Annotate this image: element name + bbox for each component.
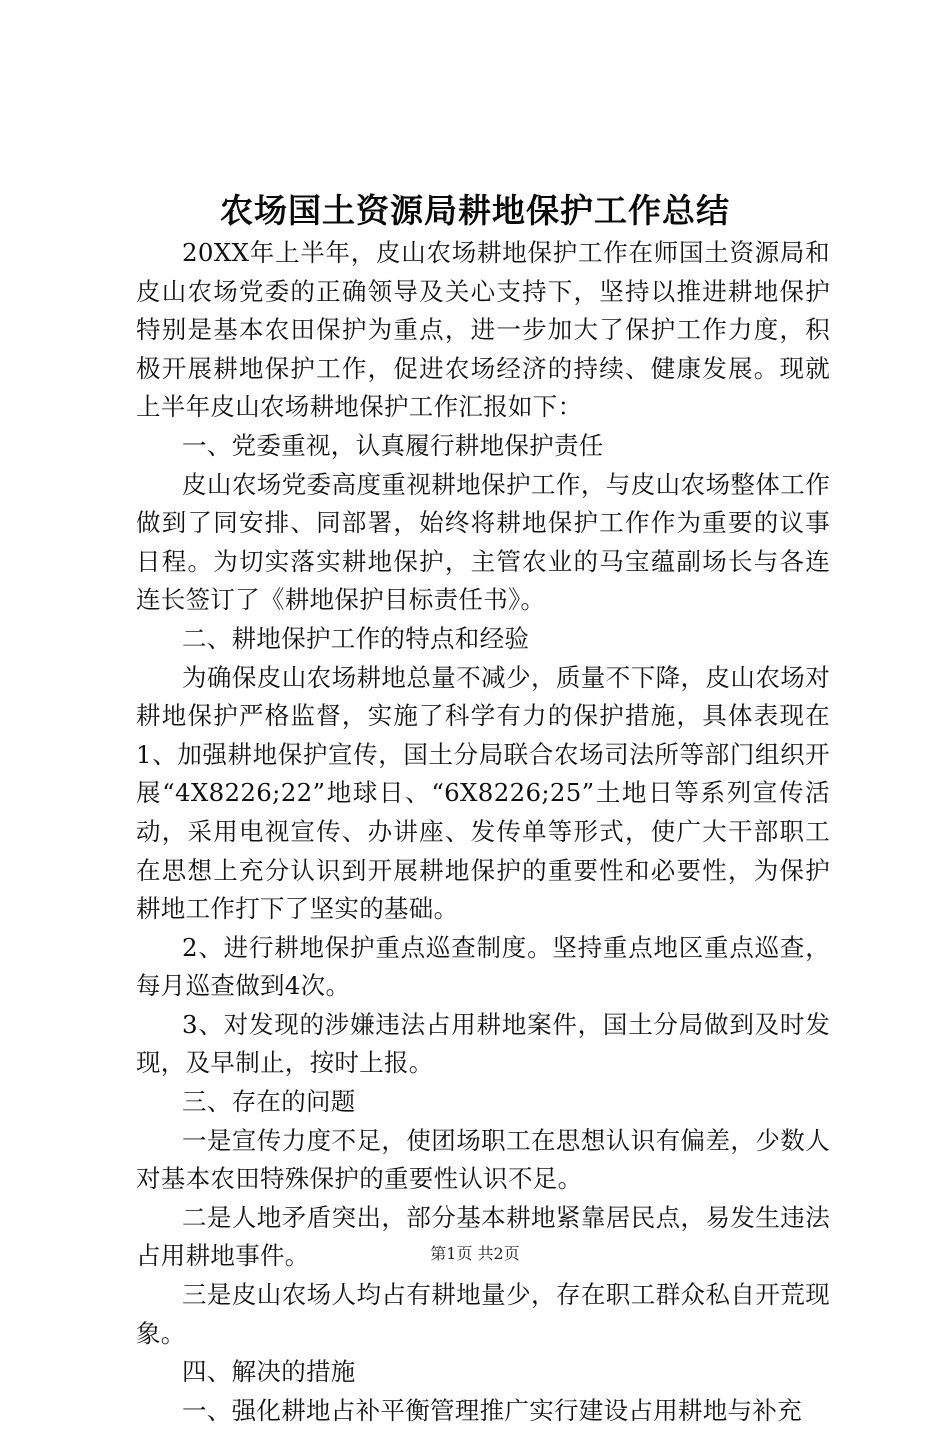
- paragraph-patrol: 2、进行耕地保护重点巡查制度。坚持重点地区重点巡查，每月巡查做到4次。: [136, 932, 830, 1001]
- paragraph-intro: 20XX年上半年，皮山农场耕地保护工作在师国土资源局和皮山农场党委的正确领导及关心支持下，坚持以推进耕地保护特别是基本农田保护为重点，进一步加大了保护工作力度，积极开展耕地保护工作，促进农场经济的持续、健康发展。现就上半年皮山农场耕地保护工作汇报如下：: [136, 238, 830, 422]
- section-heading-3: 三、存在的问题: [182, 1087, 356, 1117]
- paragraph-measure-1: 一、强化耕地占补平衡管理推广实行建设占用耕地与补充: [182, 1395, 802, 1425]
- section-heading-4: 四、解决的措施: [182, 1357, 356, 1387]
- paragraph-problem-1: 一是宣传力度不足，使团场职工在思想认识有偏差，少数人对基本农田特殊保护的重要性认识不足。: [136, 1125, 830, 1194]
- page-footer: 第1页 共2页: [430, 1244, 520, 1263]
- section-heading-1: 一、党委重视，认真履行耕地保护责任: [182, 430, 604, 460]
- paragraph-problem-2: 二是人地矛盾突出，部分基本耕地紧靠居民点，易发生违法占用耕地事件。: [136, 1202, 830, 1271]
- paragraph-features: 为确保皮山农场耕地总量不减少，质量不下降，皮山农场对耕地保护严格监督，实施了科学有力的保护措施，具体表现在1、加强耕地保护宣传，国土分局联合农场司法所等部门组织开展“4X8226;22”地球日、“6X8226;25”土地日等系列宣传活动，采用电视宣传、办讲座、发传单等形式，使广大干部职工在思想上充分认识到开展耕地保护的重要性和必要性，为保护耕地工作打下了坚实的基础。: [136, 662, 830, 924]
- paragraph-violations: 3、对发现的涉嫌违法占用耕地案件，国土分局做到及时发现，及早制止，按时上报。: [136, 1009, 830, 1078]
- paragraph-problem-3: 三是皮山农场人均占有耕地量少，存在职工群众私自开荒现象。: [136, 1280, 830, 1348]
- section-heading-2: 二、耕地保护工作的特点和经验: [182, 623, 530, 653]
- document-title: 农场国土资源局耕地保护工作总结: [220, 191, 730, 230]
- paragraph-party-committee: 皮山农场党委高度重视耕地保护工作，与皮山农场整体工作做到了同安排、同部署，始终将耕地保护工作作为重要的议事日程。为切实落实耕地保护，主管农业的马宝蕴副场长与各连连长签订了《耕地保护目标责任书》。: [136, 469, 830, 615]
